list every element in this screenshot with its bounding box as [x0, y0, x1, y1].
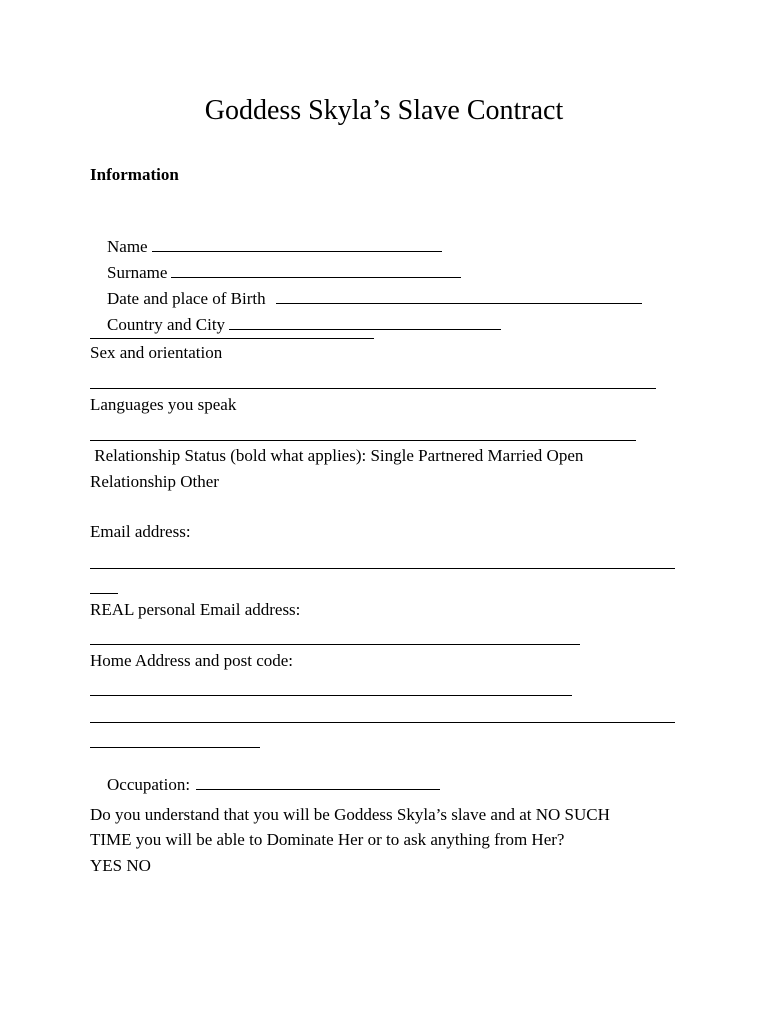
sex-orientation-blank	[90, 388, 656, 389]
country-city-label: Country and City	[107, 315, 226, 334]
birth-label: Date and place of Birth	[107, 289, 266, 308]
surname-label: Surname	[107, 263, 168, 282]
sex-orientation-label: Sex and orientation	[90, 343, 223, 362]
home-address-label: Home Address and post code:	[90, 651, 294, 670]
country-city-blank-continued	[90, 338, 374, 339]
name-label: Name	[107, 237, 148, 256]
languages-label: Languages you speak	[90, 395, 237, 414]
real-email-label: REAL personal Email address:	[90, 600, 301, 619]
document-title: Goddess Skyla’s Slave Contract	[204, 95, 564, 126]
home-address-blank-2	[90, 722, 675, 723]
home-address-blank-1	[90, 695, 572, 696]
country-city-blank	[229, 328, 501, 330]
section-heading-information: Information	[90, 165, 179, 184]
question-line1: Do you understand that you will be Goddess Skyla’s slave and at NO SUCH	[90, 805, 610, 824]
occupation-blank	[196, 788, 440, 790]
email-blank	[90, 568, 675, 569]
email-blank-continued	[90, 593, 118, 594]
answer-options: YES NO	[90, 856, 151, 875]
email-label: Email address:	[90, 522, 191, 541]
home-address-blank-3	[90, 747, 260, 748]
relationship-status-line1: Relationship Status (bold what applies): Single Partnered Married Open	[90, 446, 584, 465]
real-email-blank	[90, 644, 580, 645]
occupation-label: Occupation:	[107, 775, 191, 794]
question-line2: TIME you will be able to Dominate Her or to ask anything from Her?	[90, 830, 565, 849]
languages-blank	[90, 440, 636, 441]
relationship-status-line2: Relationship Other	[90, 472, 219, 491]
